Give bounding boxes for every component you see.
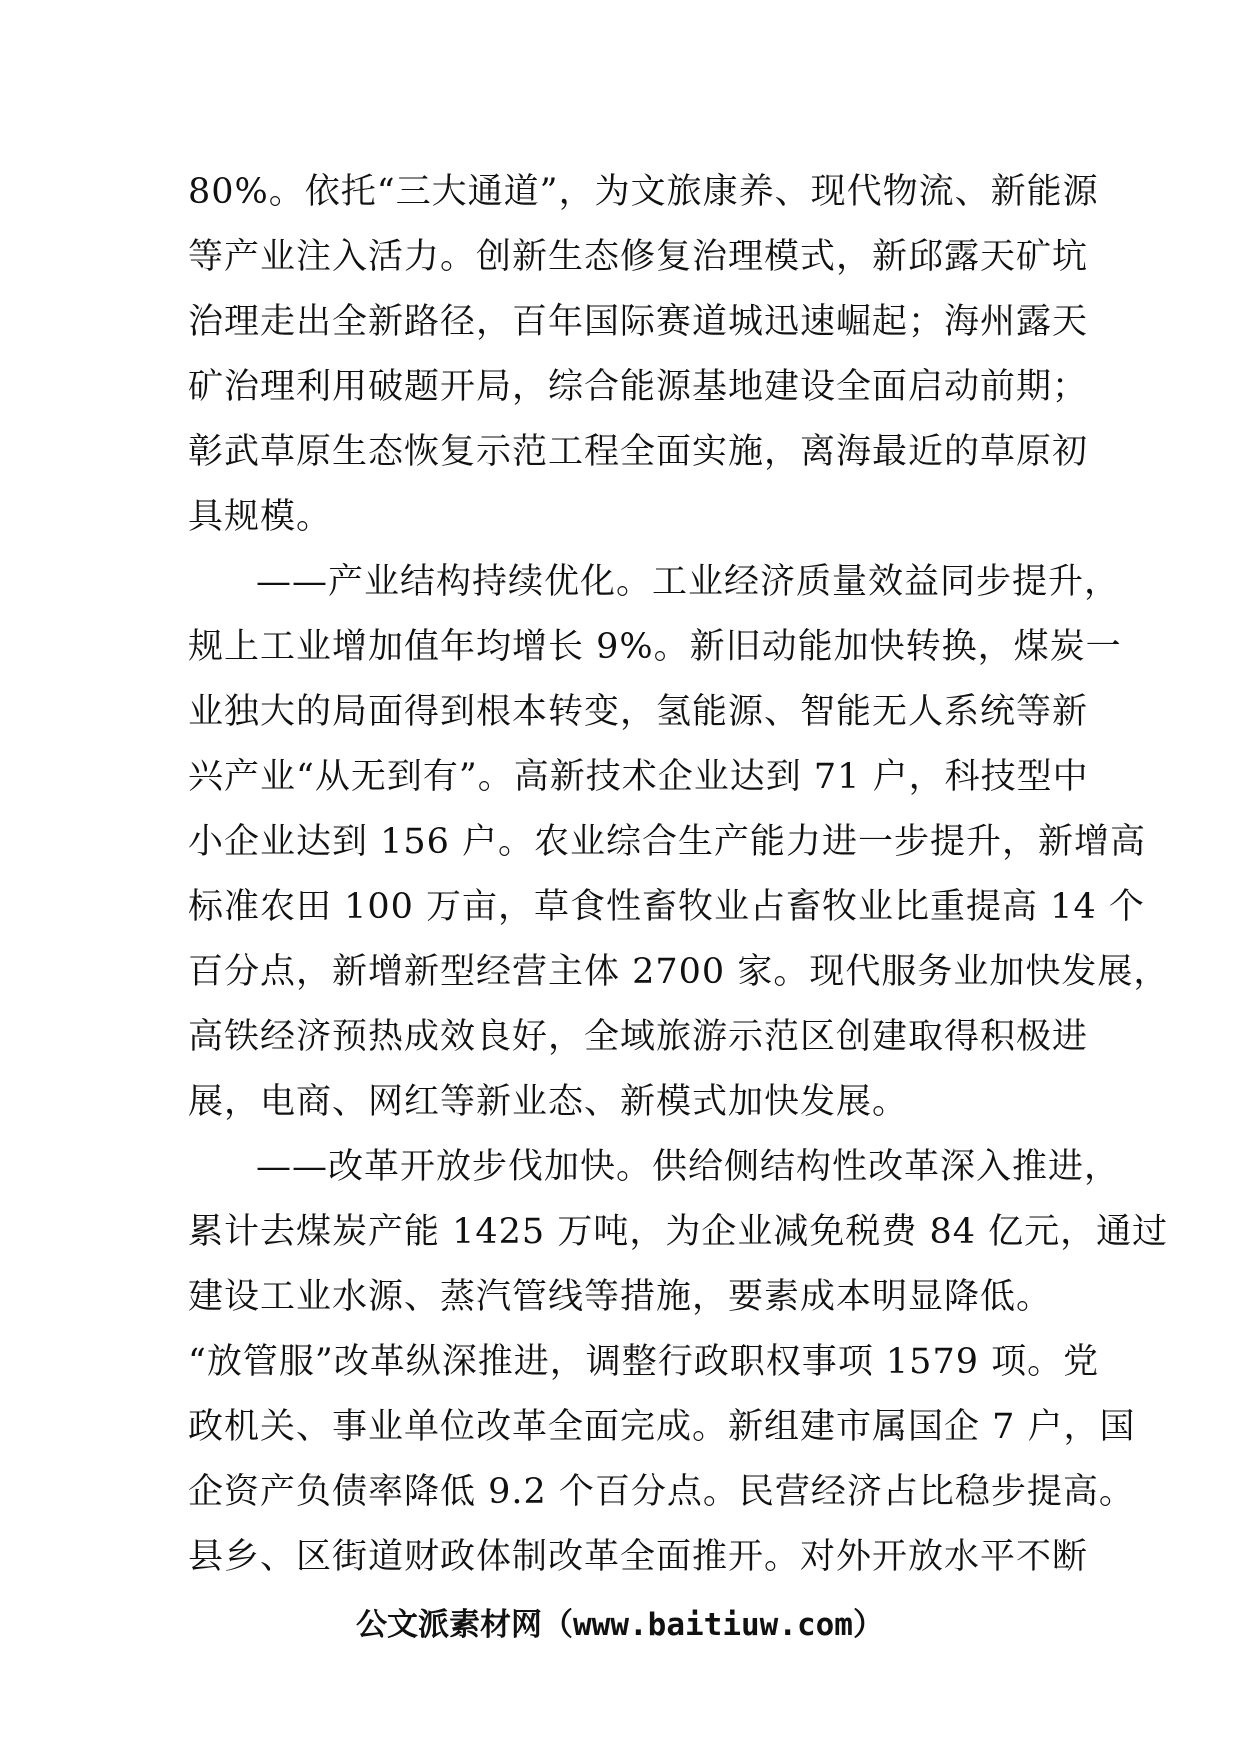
text-line: 政机关、事业单位改革全面完成。新组建市属国企 7 户，国 (188, 1407, 1136, 1447)
text-line: 业独大的局面得到根本转变，氢能源、智能无人系统等新 (188, 692, 1089, 732)
text-line: 标准农田 100 万亩，草食性畜牧业占畜牧业比重提高 14 个 (188, 887, 1145, 927)
text-line: 等产业注入活力。创新生态修复治理模式，新邱露天矿坑 (188, 237, 1089, 277)
text-line: 治理走出全新路径，百年国际赛道城迅速崛起；海州露天 (188, 302, 1089, 342)
text-line: 矿治理利用破题开局，综合能源基地建设全面启动前期； (188, 367, 1089, 407)
text-line: 建设工业水源、蒸汽管线等措施，要素成本明显降低。 (188, 1277, 1053, 1317)
text-line: 具规模。 (188, 497, 333, 537)
text-line: 县乡、区街道财政体制改革全面推开。对外开放水平不断 (188, 1537, 1089, 1577)
text-line: 80%。依托“三大通道”，为文旅康养、现代物流、新能源 (188, 172, 1099, 212)
text-line: 规上工业增加值年均增长 9%。新旧动能加快转换，煤炭一 (188, 627, 1122, 667)
text-line: 高铁经济预热成效良好，全域旅游示范区创建取得积极进 (188, 1017, 1089, 1057)
page-footer (0, 1603, 1240, 1647)
text-line: 展，电商、网红等新业态、新模式加快发展。 (188, 1082, 909, 1122)
text-line: 小企业达到 156 户。农业综合生产能力进一步提升，新增高 (188, 822, 1147, 862)
text-line: 彰武草原生态恢复示范工程全面实施，离海最近的草原初 (188, 432, 1089, 472)
text-line: 兴产业“从无到有”。高新技术企业达到 71 户，科技型中 (188, 757, 1089, 797)
document-body (188, 160, 1170, 1590)
text-line: 百分点，新增新型经营主体 2700 家。现代服务业加快发展， (188, 952, 1170, 992)
footer-paren-close: ） (852, 1607, 884, 1643)
footer-paren-open: （ (542, 1607, 574, 1643)
section-heading-line: ——产业结构持续优化。工业经济质量效益同步提升， (256, 562, 1121, 602)
footer-url: www.baitiuw.com (573, 1607, 853, 1643)
text-line: 企资产负债率降低 9.2 个百分点。民营经济占比稳步提高。 (188, 1472, 1135, 1512)
text-line: “放管服”改革纵深推进，调整行政职权事项 1579 项。党 (188, 1342, 1100, 1382)
footer-site-name: 公文派素材网 (356, 1607, 543, 1643)
section-heading-line: ——改革开放步伐加快。供给侧结构性改革深入推进， (256, 1147, 1121, 1187)
text-line: 累计去煤炭产能 1425 万吨，为企业减免税费 84 亿元，通过 (188, 1212, 1169, 1252)
